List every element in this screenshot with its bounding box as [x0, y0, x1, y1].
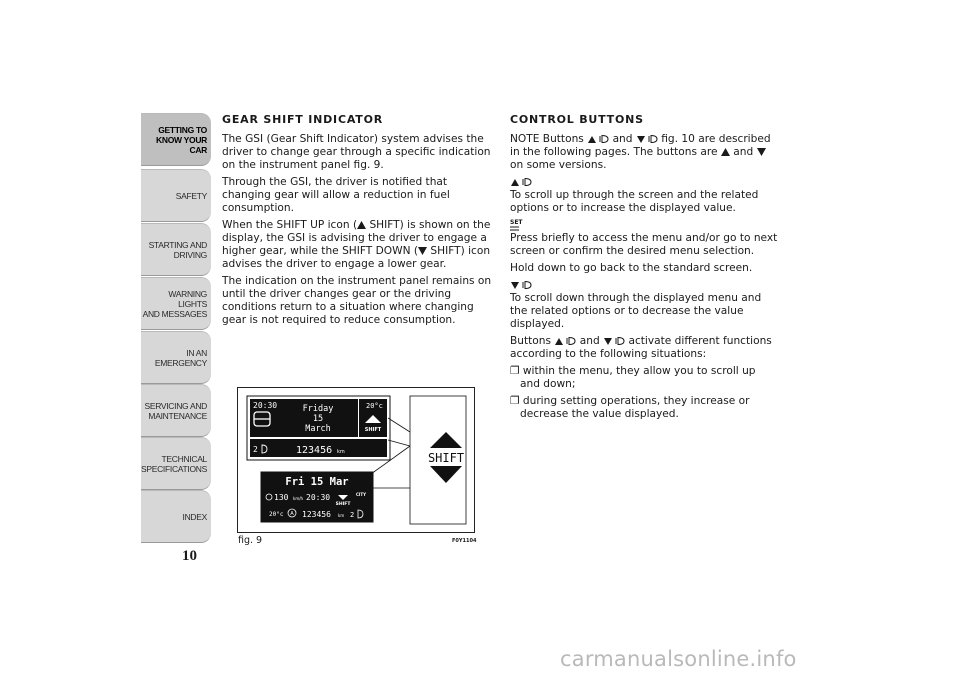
- gsi-paragraph-4: The indication on the instrument panel remains on until the driver changes gear or the driving conditions return to a situation where changing gear is not required to reduce consumption.: [222, 275, 492, 326]
- watermark: carmanualsonline.info: [560, 647, 797, 671]
- display-2-time: 20:30: [306, 493, 331, 502]
- set-button-description-2: Hold down to go back to the standard screen.: [510, 262, 753, 274]
- gsi-paragraph-3: When the SHIFT UP icon ( SHIFT) is shown on the display, the GSI is advising the driver to engage a higher gear, while the SHIFT DOWN ( SHIFT) icon advises the driver to engage a lower gear.: [222, 219, 491, 270]
- display-1-odometer: 123456: [296, 445, 333, 456]
- tab-warning-lights[interactable]: WARNING LIGHTS AND MESSAGES: [141, 277, 211, 330]
- bullet-item-2: ❐ during setting operations, they increase or decrease the value displayed.: [510, 395, 750, 420]
- display-2-speed-unit: km/h: [293, 496, 304, 501]
- set-button-description-1: Press briefly to access the menu and/or go to next screen or confirm the desired menu selection.: [510, 232, 778, 257]
- display-1-time: 20:30: [253, 401, 278, 410]
- down-light-button-icon: [603, 336, 625, 346]
- controls-note: NOTE Buttons and fig. 10 are described in the following pages. The buttons are and on some versions.: [510, 133, 771, 171]
- bullet-item-1: ❐ within the menu, they allow you to scroll up and down;: [510, 365, 756, 390]
- tab-getting-to-know-your-car[interactable]: GETTING TO KNOW YOUR CAR: [141, 113, 211, 166]
- tab-safety[interactable]: SAFETY: [141, 169, 211, 222]
- buttons-functions: Buttons and activate different functions according to the following situations:: [510, 335, 772, 360]
- display-2-temp: 20°c: [269, 511, 284, 518]
- triangle-down-icon: [757, 148, 766, 156]
- triangle-up-icon: [357, 221, 366, 229]
- controls-heading: CONTROL BUTTONS: [510, 113, 644, 126]
- figure-9: [237, 387, 475, 533]
- set-key-icon: [510, 226, 519, 231]
- display-2-mode: CITY: [356, 492, 367, 497]
- set-button-symbol: SET: [510, 219, 778, 232]
- display-1-temp: 20°c: [366, 402, 383, 410]
- tab-technical-specifications[interactable]: TECHNICAL SPECIFICATIONS: [141, 437, 211, 490]
- display-1-month: March: [305, 424, 331, 434]
- down-button-description: To scroll down through the displayed menu and the related options or to decrease the value displayed.: [510, 292, 762, 330]
- tab-in-an-emergency[interactable]: IN AN EMERGENCY: [141, 331, 211, 384]
- down-button-symbol: [510, 279, 778, 292]
- display-2-shift-label: SHIFT: [335, 502, 351, 507]
- display-2-gear: 2: [350, 511, 355, 519]
- zoom-shift-label: SHIFT: [427, 451, 465, 465]
- instrument-panel-illustration: [238, 388, 474, 532]
- display-1-shift-label: SHIFT: [364, 427, 382, 433]
- display-2-speed: 130: [274, 493, 289, 502]
- checkbox-bullet-icon: ❐: [510, 365, 523, 377]
- down-light-button-icon: [636, 134, 658, 144]
- tab-servicing[interactable]: SERVICING AND MAINTENANCE: [141, 384, 211, 437]
- up-button-description: To scroll up through the screen and the related options or to increase the displayed value.: [510, 189, 759, 214]
- up-light-button-icon: [510, 177, 532, 187]
- figure-code: F0Y1104: [452, 538, 477, 544]
- display-1-day: Friday: [302, 404, 334, 414]
- page-number: 10: [182, 548, 197, 564]
- gsi-paragraph-1: The GSI (Gear Shift Indicator) system advises the driver to change gear through a specific indication on the instrument panel fig. 9.: [222, 133, 491, 171]
- display-2-odometer: 123456: [302, 510, 331, 519]
- display-1-date: 15: [312, 414, 324, 424]
- figure-caption: fig. 9: [238, 535, 263, 546]
- display-1-odo-unit: km: [337, 449, 345, 455]
- triangle-up-icon: [721, 148, 730, 156]
- display-2-odo-unit: km: [338, 513, 345, 518]
- up-light-button-icon: [554, 336, 576, 346]
- control-buttons-section: [510, 113, 778, 425]
- down-light-button-icon: [510, 280, 532, 290]
- checkbox-bullet-icon: ❐: [510, 395, 523, 407]
- gsi-paragraph-2: Through the GSI, the driver is notified that changing gear will allow a reduction in fuel consumption.: [222, 176, 450, 214]
- gsi-heading: GEAR SHIFT INDICATOR: [222, 113, 384, 126]
- tab-starting-and-driving[interactable]: STARTING AND DRIVING: [141, 223, 211, 276]
- gsi-section: [222, 113, 494, 331]
- up-button-symbol: [510, 176, 778, 189]
- svg-text:A: A: [290, 511, 294, 517]
- display-2-date: Fri 15 Mar: [285, 476, 349, 488]
- display-1-gear: 2: [253, 445, 258, 454]
- triangle-down-icon: [418, 247, 427, 255]
- tab-index[interactable]: INDEX: [141, 490, 211, 543]
- up-light-button-icon: [587, 134, 609, 144]
